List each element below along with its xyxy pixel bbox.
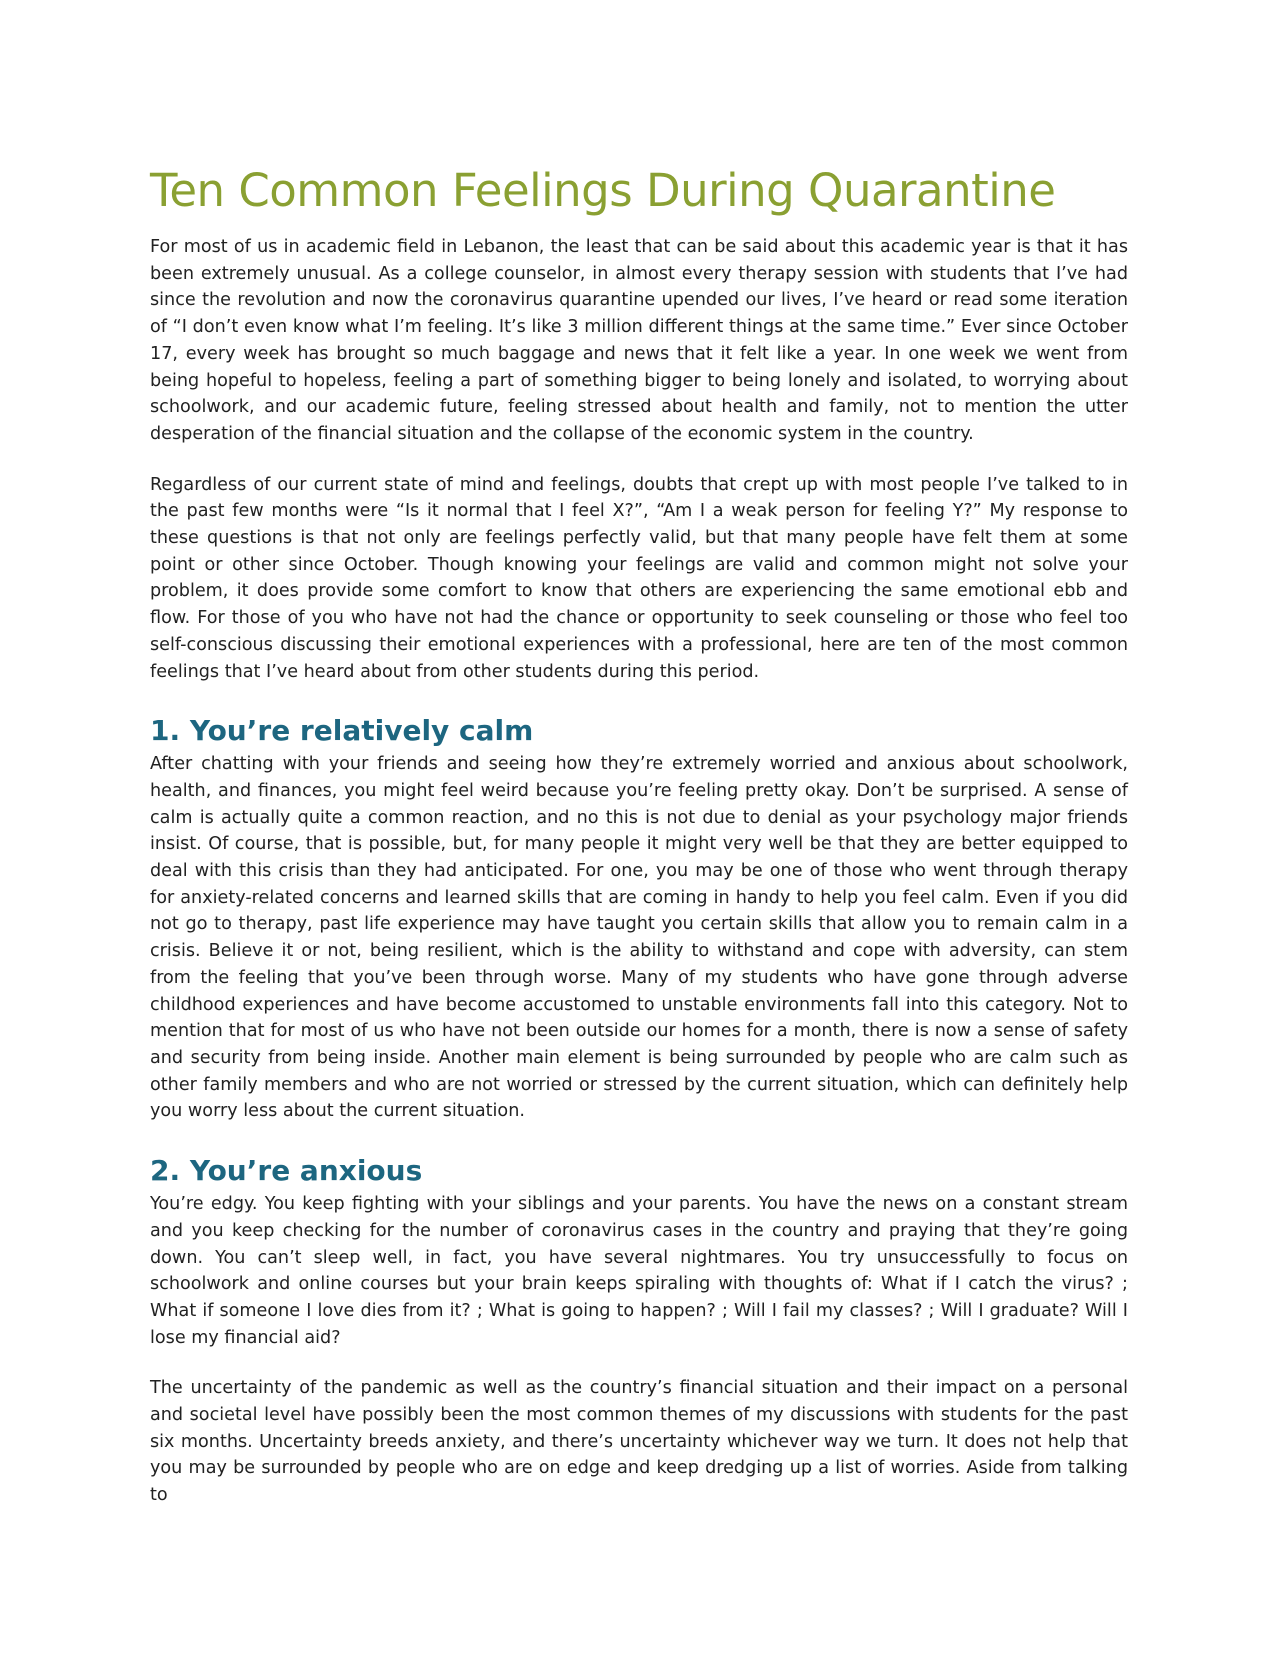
document-title: Ten Common Feelings During Quarantine <box>150 164 1056 217</box>
section-calm-paragraph-1: After chatting with your friends and seeing how they’re extremely worried and anxious about schoolwork, health, and finances, you might feel weird because you’re feeling pretty okay. Don’t be surprised. A sense of calm is actually quite a common reaction, and no this is not due to denial as your psychology major friends insist. Of course, that is possible, but, for many people it might very well be that they are better equipped to deal with this crisis than they had anticipated. For one, you may be one of those who went through therapy for anxiety-related concerns and learned skills that are coming in handy to help you feel calm. Even if you did not go to therapy, past life experience may have taught you certain skills that allow you to remain calm in a crisis. Believe it or not, being resilient, which is the ability to withstand and cope with adversity, can stem from the feeling that you’ve been through worse. Many of my students who have gone through adverse childhood experiences and have become accustomed to unstable environments fall into this category. Not to mention that for most of us who have not been outside our homes for a month, there is now a sense of safety and security from being inside. Another main element is being surrounded by people who are calm such as other family members and who are not worried or stressed by the current situation, which can definitely help you worry less about the current situation. <box>150 754 1128 1122</box>
intro-paragraph-1: For most of us in academic field in Lebanon, the least that can be said about this academic year is that it has been extremely unusual. As a college counselor, in almost every therapy session with students that I’ve had since the revolution and now the coronavirus quarantine upended our lives, I’ve heard or read some iteration of “I don’t even know what I’m feeling. It’s like 3 million different things at the same time.” Ever since October 17, every week has brought so much baggage and news that it felt like a year. In one week we went from being hopeful to hopeless, feeling a part of something bigger to being lonely and isolated, to worrying about schoolwork, and our academic future, feeling stressed about health and family, not to mention the utter desperation of the financial situation and the collapse of the economic system in the country. <box>150 237 1128 444</box>
section-anxious-paragraph-1: You’re edgy. You keep fighting with your siblings and your parents. You have the news on a constant stream and you keep checking for the number of coronavirus cases in the country and praying that they’re going down. You can’t sleep well, in fact, you have several nightmares. You try unsuccessfully to focus on schoolwork and online courses but your brain keeps spiraling with thoughts of: What if I catch the virus? ; What if someone I love dies from it? ; What is going to happen? ; Will I fail my classes? ; Will I graduate? Will I lose my financial aid? <box>150 1194 1128 1348</box>
intro-paragraph-2: Regardless of our current state of mind and feelings, doubts that crept up with most people I’ve talked to in the past few months were “Is it normal that I feel X?”, “Am I a weak person for feeling Y?” My response to these questions is that not only are feelings perfectly valid, but that many people have felt them at some point or other since October. Though knowing your feelings are valid and common might not solve your problem, it does provide some comfort to know that others are experiencing the same emotional ebb and flow. For those of you who have not had the chance or opportunity to seek counseling or those who feel too self-conscious discussing their emotional experiences with a professional, here are ten of the most common feelings that I’ve heard about from other students during this period. <box>150 474 1128 682</box>
document-page <box>150 160 1128 1509</box>
section-heading-calm: 1. You’re relatively calm <box>150 714 534 748</box>
section-anxious-paragraph-2: The uncertainty of the pandemic as well as the country’s financial situation and their impact on a personal and societal level have possibly been the most common themes of my discussions with students for the past six months. Uncertainty breeds anxiety, and there’s uncertainty whichever way we turn. It does not help that you may be surrounded by people who are on edge and keep dredging up a list of worries. Aside from talking to <box>150 1378 1128 1506</box>
section-heading-anxious: 2. You’re anxious <box>150 1154 423 1188</box>
